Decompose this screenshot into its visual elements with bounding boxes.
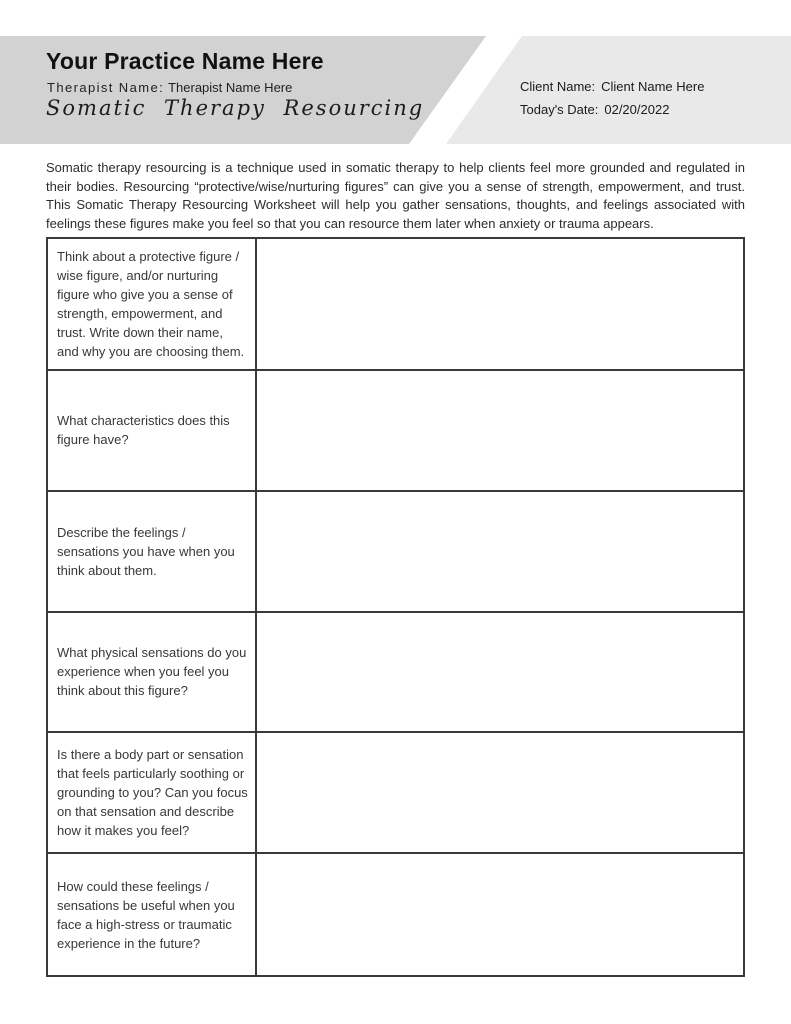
header-banner (0, 36, 791, 144)
answer-cell-6[interactable] (257, 854, 743, 975)
worksheet-title: Somatic Therapy Resourcing (46, 96, 425, 120)
answer-cell-1[interactable] (257, 239, 743, 371)
therapist-name-value: Therapist Name Here (168, 80, 293, 95)
intro-paragraph: Somatic therapy resourcing is a technique used in somatic therapy to help clients feel more grounded and regulated in their bodies. Resourcing “protective/wise/nurturing figures” can give you a sense of strength, empowerment, and trust. This Somatic Therapy Resourcing Worksheet will help you gather sensations, thoughts, and feelings associated with feelings these figures make you feel so that you can resource them later when anxiety or trauma appears. (46, 160, 745, 231)
prompt-cell-3: Describe the feelings / sensations you have when you think about them. (48, 492, 257, 613)
answer-cell-3[interactable] (257, 492, 743, 613)
date-value: 02/20/2022 (604, 102, 670, 117)
prompt-cell-4: What physical sensations do you experience when you feel you think about this figure? (48, 613, 257, 734)
worksheet-table (46, 237, 745, 977)
prompt-cell-6: How could these feelings / sensations be useful when you face a high-stress or traumatic experience in the future? (48, 854, 257, 975)
therapist-name-label: Therapist Name: (47, 80, 165, 95)
date-line (520, 102, 669, 117)
prompt-cell-2: What characteristics does this figure have? (48, 371, 257, 492)
prompt-cell-5: Is there a body part or sensation that feels particularly soothing or grounding to you? Can you focus on that sensation and describe how it makes you feel? (48, 733, 257, 854)
practice-name-title: Your Practice Name Here (46, 48, 324, 74)
client-name-label: Client Name: (520, 79, 596, 94)
client-name-line (520, 79, 704, 94)
prompt-cell-1: Think about a protective figure / wise figure, and/or nurturing figure who give you a sense of strength, empowerment, and trust. Write down their name, and why you are choosing them. (48, 239, 257, 371)
answer-cell-4[interactable] (257, 613, 743, 734)
client-name-value: Client Name Here (601, 79, 705, 94)
therapist-name-line (47, 80, 292, 95)
date-label: Today's Date: (520, 102, 599, 117)
answer-cell-5[interactable] (257, 733, 743, 854)
answer-cell-2[interactable] (257, 371, 743, 492)
